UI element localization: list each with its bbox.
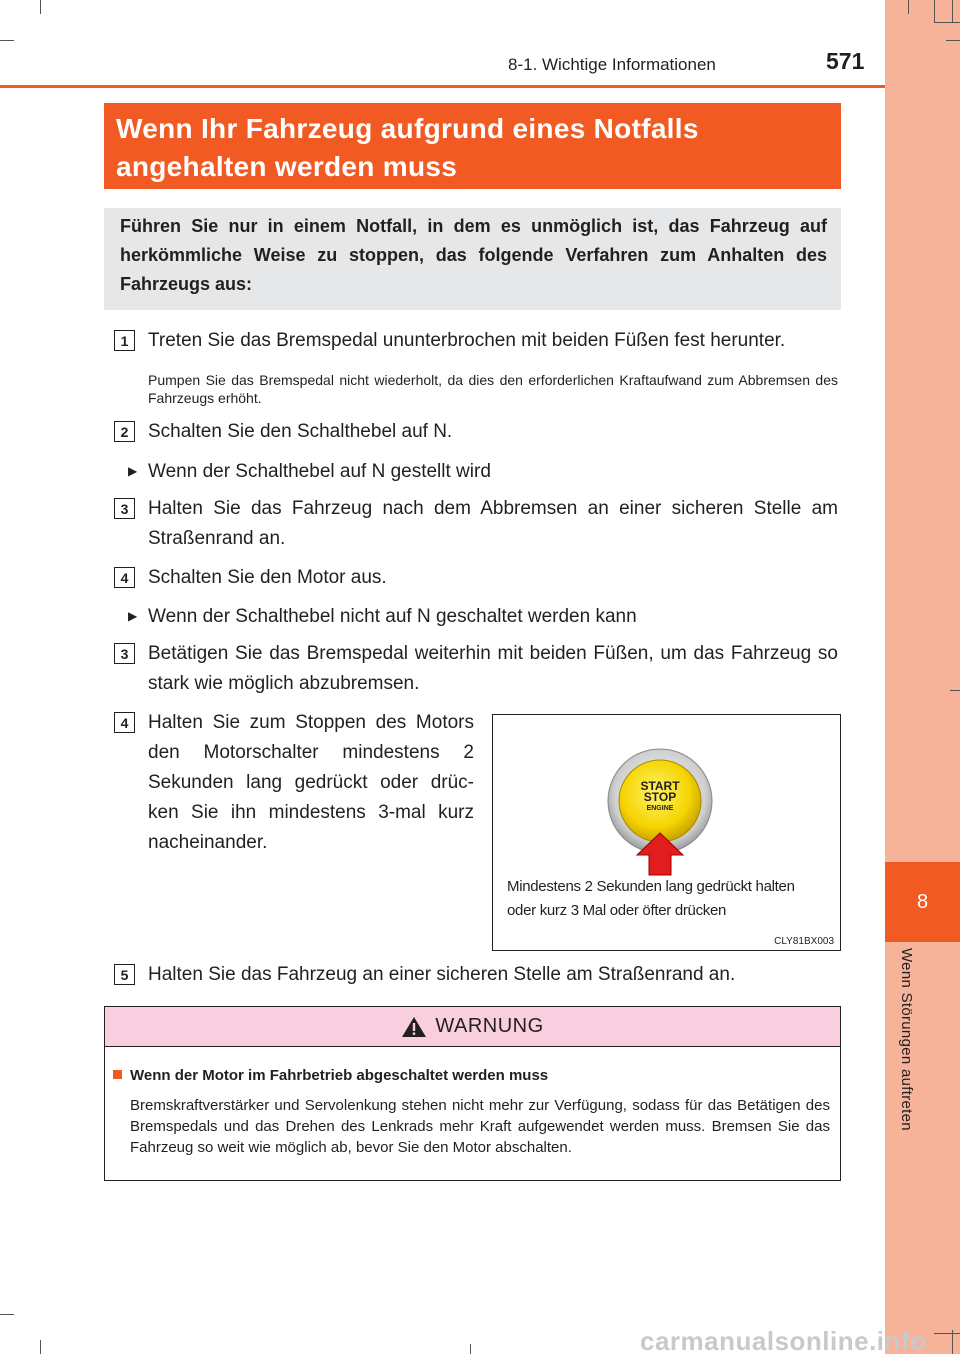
triangle-bullet-icon: ▶	[128, 609, 138, 623]
chapter-number: 8	[916, 890, 929, 913]
stop-label: STOP	[643, 790, 677, 804]
square-bullet-icon	[113, 1070, 122, 1079]
step-text: Halten Sie das Fahrzeug an einer sicheren Stelle am Straßenrand an.	[148, 964, 736, 985]
step-number: 4	[114, 712, 135, 733]
step-number: 2	[114, 421, 135, 442]
condition-text: Wenn der Schalthebel auf N gestellt wird	[148, 461, 491, 482]
chapter-number-tab[interactable]	[885, 862, 960, 942]
step-text: Schalten Sie den Schalthebel auf N.	[148, 421, 453, 442]
warning-item-title-text: Wenn der Motor im Fahrbetrieb abgeschaltet werden muss	[130, 1067, 549, 1084]
warning-item-title	[113, 1067, 548, 1084]
start-stop-figure	[492, 714, 841, 951]
start-label: START	[640, 779, 680, 793]
step-number: 5	[114, 964, 135, 985]
step-text: Schalten Sie den Motor aus.	[148, 567, 387, 588]
step-number: 3	[114, 643, 135, 664]
engine-label: ENGINE	[646, 805, 674, 812]
watermark: carmanualsonline.info	[640, 1326, 927, 1354]
warning-text: Bremskraftverstärker und Servolenkung stehen nicht mehr zur Verfügung, sodass für das Betätigen des Bremspedals und das Drehen des Lenkrads mehr Kraft aufgewendet werden muss. Bremsen Sie das Fahrzeug so weit wie möglich ab, bevor Sie den Motor abschalten.	[130, 1097, 830, 1156]
intro-text: Führen Sie nur in einem Notfall, in dem es unmöglich ist, das Fahrzeug auf herkömmliche Weise zu stoppen, das folgende Verfahren zum Anhalten des Fahrzeugs aus:	[104, 208, 841, 310]
step-number: 4	[114, 567, 135, 588]
figure-caption: Mindestens 2 Sekunden lang gedrückt halten oder kurz 3 Mal oder öfter drücken	[507, 878, 795, 919]
warning-header	[105, 1007, 840, 1047]
warning-triangle-icon	[401, 1016, 427, 1038]
warning-heading: WARNUNG	[435, 1015, 544, 1037]
triangle-bullet-icon: ▶	[128, 464, 138, 478]
condition-heading	[128, 456, 491, 487]
button-label	[620, 781, 700, 814]
header-rule	[0, 85, 885, 88]
condition-heading	[128, 601, 637, 632]
page-title: Wenn Ihr Fahrzeug aufgrund eines Notfalls angehalten werden muss	[104, 103, 841, 189]
figure-code: CLY81BX003	[774, 936, 834, 947]
condition-text: Wenn der Schalthebel nicht auf N geschaltet werden kann	[148, 606, 637, 627]
chapter-title: Wenn Störungen auftreten	[898, 948, 915, 1131]
section-heading: 8-1. Wichtige Informationen	[508, 55, 716, 74]
step-text: Halten Sie das Fahrzeug nach dem Abbremsen an einer sicheren Stelle am Straßenrand an.	[148, 498, 838, 549]
step-text: Treten Sie das Bremspedal ununterbrochen mit beiden Füßen fest herunter.	[148, 330, 786, 351]
step-text: Halten Sie zum Stoppen des Motors den Motorschalter mindestens 2 Sekunden lang gedrückt oder drüc-ken Sie ihn mindestens 3-mal kurz nacheinander.	[148, 712, 474, 853]
step-number: 1	[114, 330, 135, 351]
step-note: Pumpen Sie das Bremspedal nicht wiederholt, da dies den erforderlichen Kraftaufwand zum Abbremsen des Fahrzeugs erhöht.	[148, 372, 838, 406]
step-text: Betätigen Sie das Bremspedal weiterhin mit beiden Füßen, um das Fahrzeug so stark wie möglich abzubremsen.	[148, 643, 838, 694]
warning-box	[104, 1006, 841, 1181]
step-number: 3	[114, 498, 135, 519]
page-number: 571	[826, 48, 865, 74]
